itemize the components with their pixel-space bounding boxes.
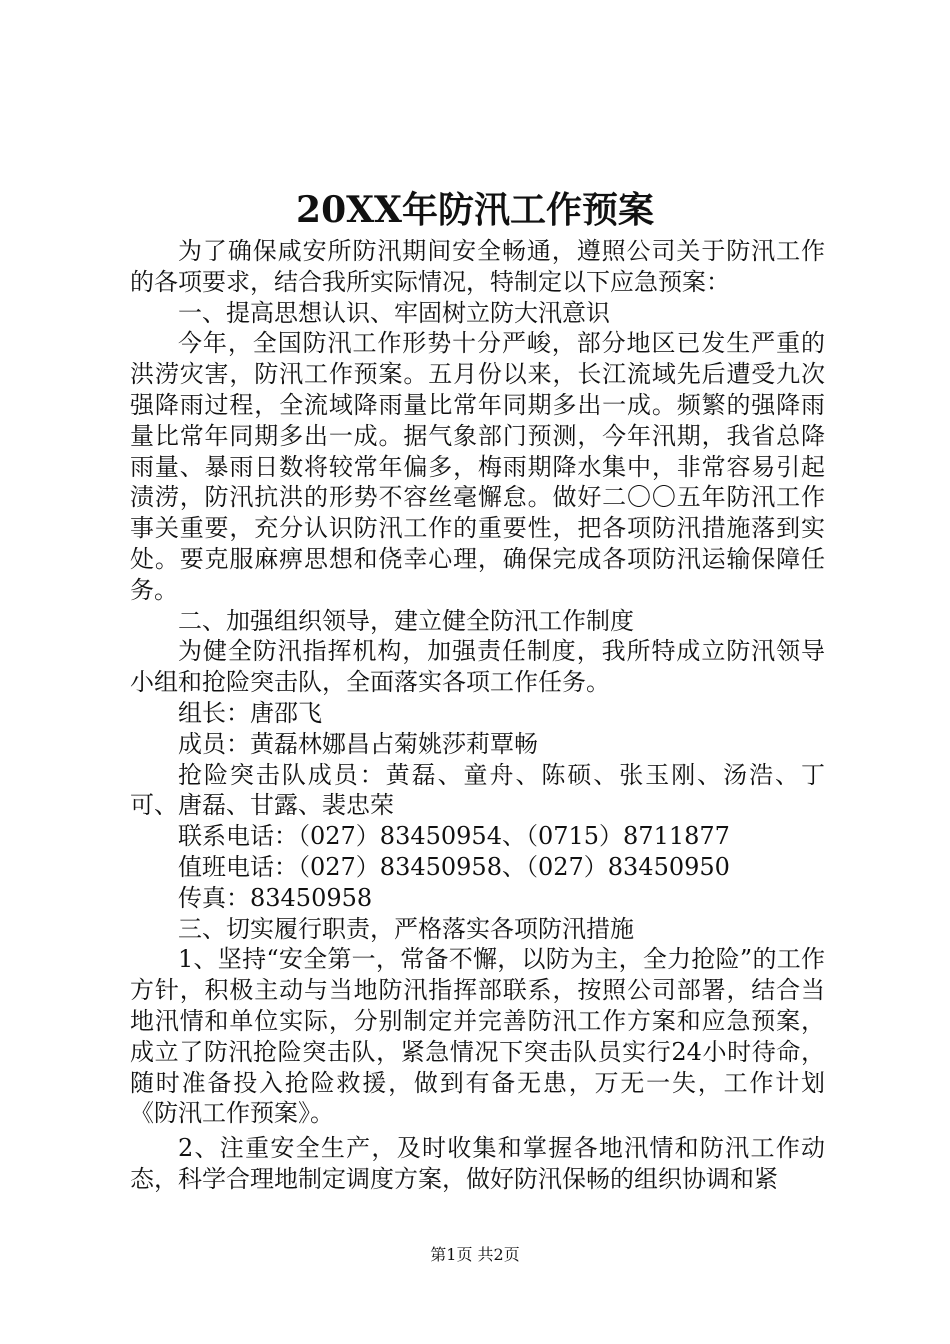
- document-title: 20XX年防汛工作预案: [296, 189, 654, 231]
- section-heading-2: 二、加强组织领导，建立健全防汛工作制度: [178, 606, 634, 635]
- section-heading-3: 三、切实履行职责，严格落实各项防汛措施: [178, 914, 634, 943]
- paragraph-item-2: 2、注重安全生产，及时收集和掌握各地汛情和防汛工作动态，科学合理地制定调度方案，做好防汛保畅的组织协调和紧: [130, 1134, 825, 1193]
- paragraph-intro: 为了确保咸安所防汛期间安全畅通，遵照公司关于防汛工作的各项要求，结合我所实际情况，特制定以下应急预案：: [130, 237, 825, 296]
- paragraph-item-1: 1、坚持“安全第一，常备不懈，以防为主，全力抢险”的工作方针，积极主动与当地防汛指挥部联系，按照公司部署，结合当地汛情和单位实际，分别制定并完善防汛工作方案和应急预案，成立了防汛抢险突击队，紧急情况下突击队员实行24小时待命，随时准备投入抢险救援，做到有备无患，万无一失，工作计划《防汛工作预案》。: [130, 945, 825, 1128]
- fax-line: 传真：83450958: [178, 883, 373, 912]
- section-heading-1: 一、提高思想认识、牢固树立防大汛意识: [178, 298, 610, 327]
- members-line: 成员：黄磊林娜昌占菊姚莎莉覃畅: [178, 729, 538, 758]
- contact-phone-line: 联系电话：（027）83450954、（0715）8711877: [178, 822, 730, 851]
- paragraph-organization: 为健全防汛指挥机构，加强责任制度，我所特成立防汛领导小组和抢险突击队，全面落实各项工作任务。: [130, 637, 825, 697]
- paragraph-situation: 今年，全国防汛工作形势十分严峻，部分地区已发生严重的洪涝灾害，防汛工作预案。五月份以来，长江流域先后遭受九次强降雨过程，全流域降雨量比常年同期多出一成。频繁的强降雨量比常年同期多出一成。据气象部门预测，今年汛期，我省总降雨量、暴雨日数将较常年偏多，梅雨期降水集中，非常容易引起渍涝，防汛抗洪的形势不容丝毫懈怠。做好二〇〇五年防汛工作事关重要，充分认识防汛工作的重要性，把各项防汛措施落到实处。要克服麻痹思想和侥幸心理，确保完成各项防汛运输保障任务。: [130, 329, 825, 604]
- page-footer: 第1页 共2页: [430, 1245, 520, 1264]
- leader-line: 组长：唐邵飞: [178, 698, 322, 727]
- rescue-team-line: 抢险突击队成员：黄磊、童舟、陈硕、张玉刚、汤浩、丁可、唐磊、甘露、裴忠荣: [130, 760, 825, 820]
- document-body: [130, 236, 825, 1195]
- duty-phone-line: 值班电话：（027）83450958、（027）83450950: [178, 852, 730, 881]
